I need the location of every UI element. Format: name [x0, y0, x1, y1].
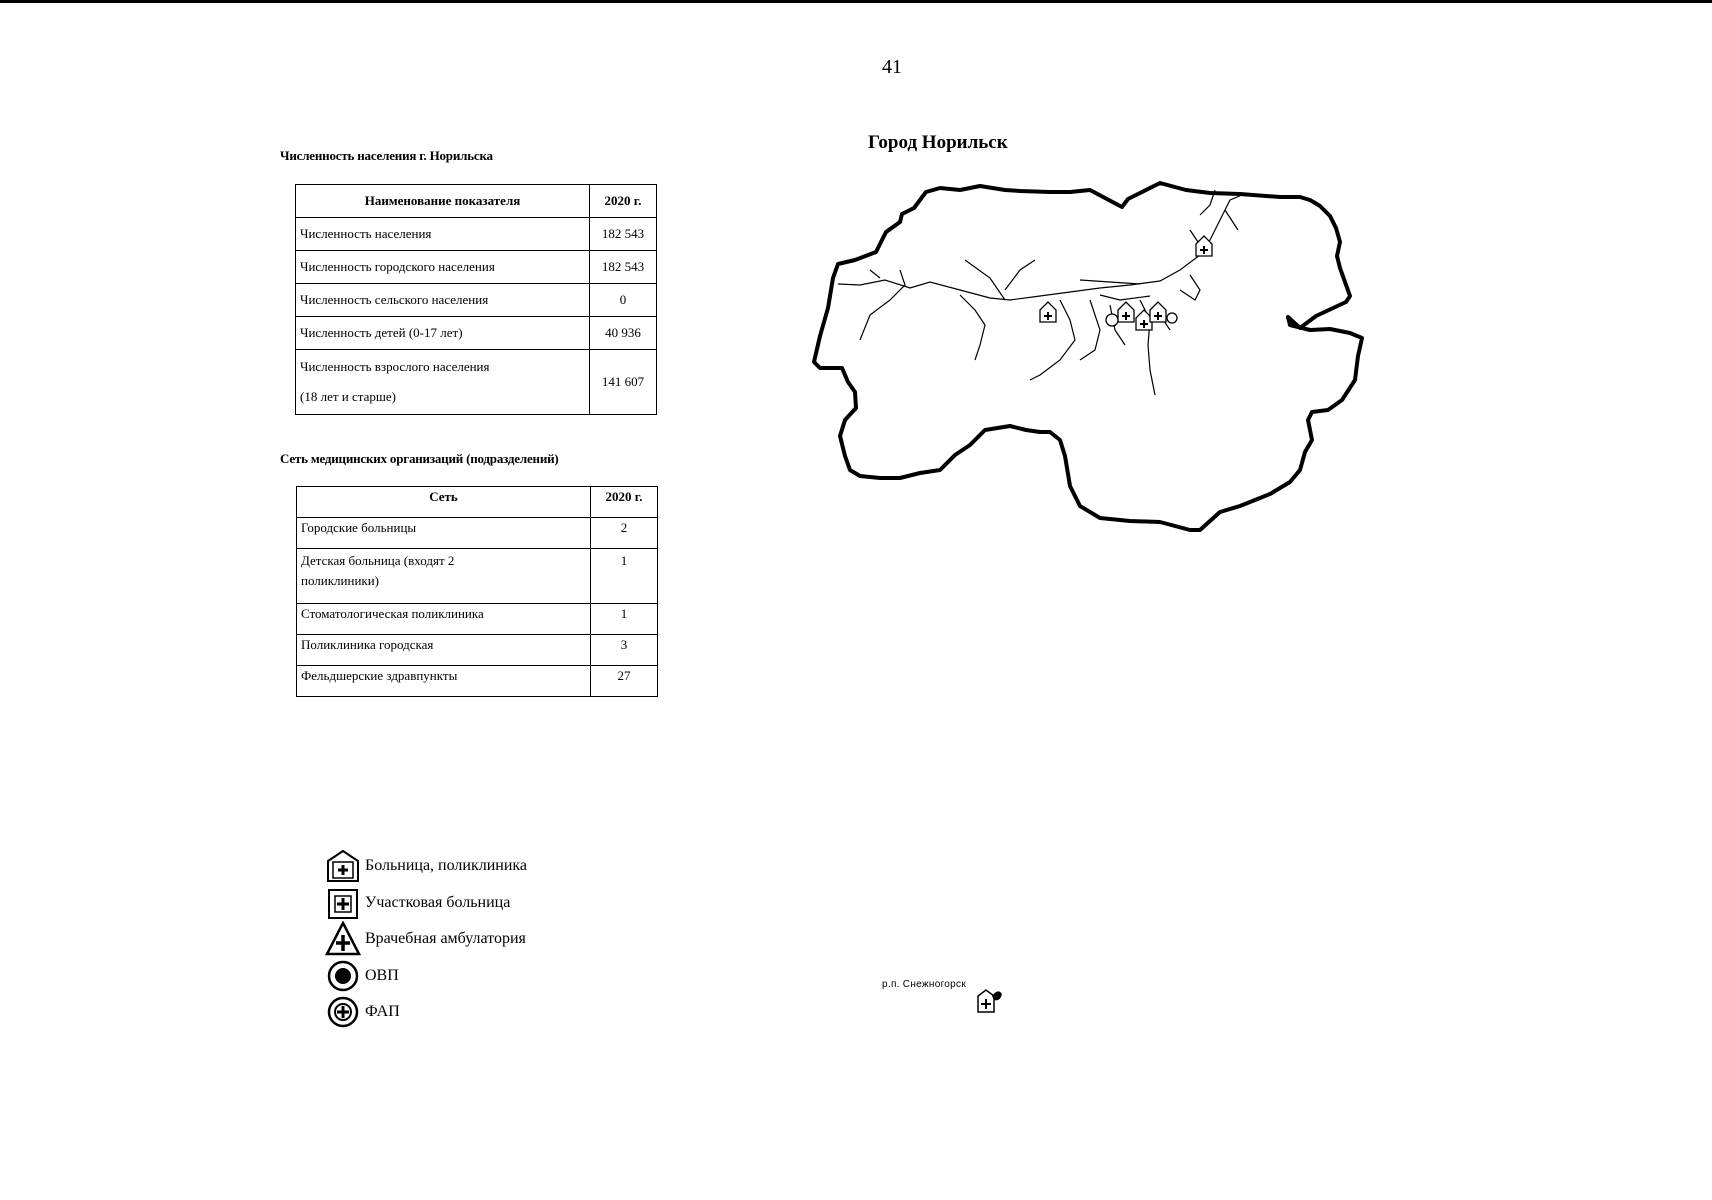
city-boundary — [814, 183, 1362, 530]
row-value: 2 — [591, 518, 658, 549]
scan-top-border — [0, 0, 1712, 3]
ambulatory-icon — [325, 921, 361, 957]
legend-label: ОВП — [365, 966, 399, 984]
settlement-hospital-icon — [974, 986, 1004, 1016]
district-hospital-icon — [325, 885, 361, 921]
legend-label: Больница, поликлиника — [365, 857, 528, 875]
page-number: 41 — [882, 56, 902, 78]
ovp-icon — [325, 958, 361, 994]
table-header-row — [296, 185, 657, 218]
population-table-caption: Численность населения г. Норильска — [280, 148, 493, 163]
row-label: Стоматологическая поликлиника — [297, 604, 591, 635]
header-year: 2020 г. — [591, 487, 658, 518]
fap-marker — [1106, 314, 1118, 326]
row-value: 182 543 — [590, 218, 657, 251]
hospital-polyclinic-icon — [325, 848, 361, 884]
table-row — [296, 317, 657, 350]
row-label: Численность городского населения — [296, 251, 590, 284]
norilsk-map — [800, 165, 1380, 545]
row-label: Городские больницы — [297, 518, 591, 549]
row-value: 182 543 — [590, 251, 657, 284]
row-value: 3 — [591, 635, 658, 666]
table-row — [297, 604, 658, 635]
fap-marker — [1167, 313, 1177, 323]
table-row — [297, 549, 658, 604]
table-row — [297, 635, 658, 666]
row-label-line: (18 лет и старше) — [300, 389, 396, 404]
row-value: 0 — [590, 284, 657, 317]
legend-item — [325, 885, 527, 922]
hospital-marker — [1196, 236, 1212, 256]
row-label — [297, 549, 591, 604]
table-row — [296, 284, 657, 317]
legend-label: Участковая больница — [365, 893, 511, 911]
row-label: Фельдшерские здравпункты — [297, 666, 591, 697]
row-value: 1 — [591, 549, 658, 604]
row-value: 27 — [591, 666, 658, 697]
table-row — [297, 666, 658, 697]
row-label — [296, 350, 590, 415]
legend-item — [325, 921, 527, 958]
table-header-row — [297, 487, 658, 518]
map-title: Город Норильск — [868, 132, 1008, 153]
header-year: 2020 г. — [590, 185, 657, 218]
legend-label: ФАП — [365, 1003, 400, 1021]
population-table — [295, 184, 657, 415]
header-indicator: Наименование показателя — [296, 185, 590, 218]
legend-item — [325, 848, 527, 885]
legend-label: Врачебная амбулатория — [365, 930, 526, 948]
table-row — [297, 518, 658, 549]
row-label-line: поликлиники) — [301, 573, 380, 588]
network-table — [296, 486, 658, 697]
legend-item — [325, 958, 527, 995]
row-label: Численность детей (0-17 лет) — [296, 317, 590, 350]
fap-icon — [325, 994, 361, 1030]
settlement-label: р.п. Снежногорск — [882, 979, 967, 990]
header-network: Сеть — [297, 487, 591, 518]
hospital-marker — [1040, 302, 1056, 322]
row-label: Численность сельского населения — [296, 284, 590, 317]
table-row — [296, 350, 657, 415]
row-label: Поликлиника городская — [297, 635, 591, 666]
row-value: 40 936 — [590, 317, 657, 350]
row-label-line: Детская больница (входят 2 — [301, 553, 455, 568]
network-table-caption: Сеть медицинских организаций (подразделений) — [280, 451, 559, 466]
row-value: 1 — [591, 604, 658, 635]
hospital-marker — [1118, 302, 1134, 322]
hospital-marker — [1150, 302, 1166, 322]
legend-item — [325, 994, 527, 1031]
row-value: 141 607 — [590, 350, 657, 415]
map-legend — [325, 848, 527, 1031]
row-label-line: Численность взрослого населения — [300, 359, 490, 374]
table-row — [296, 251, 657, 284]
table-row — [296, 218, 657, 251]
row-label: Численность населения — [296, 218, 590, 251]
